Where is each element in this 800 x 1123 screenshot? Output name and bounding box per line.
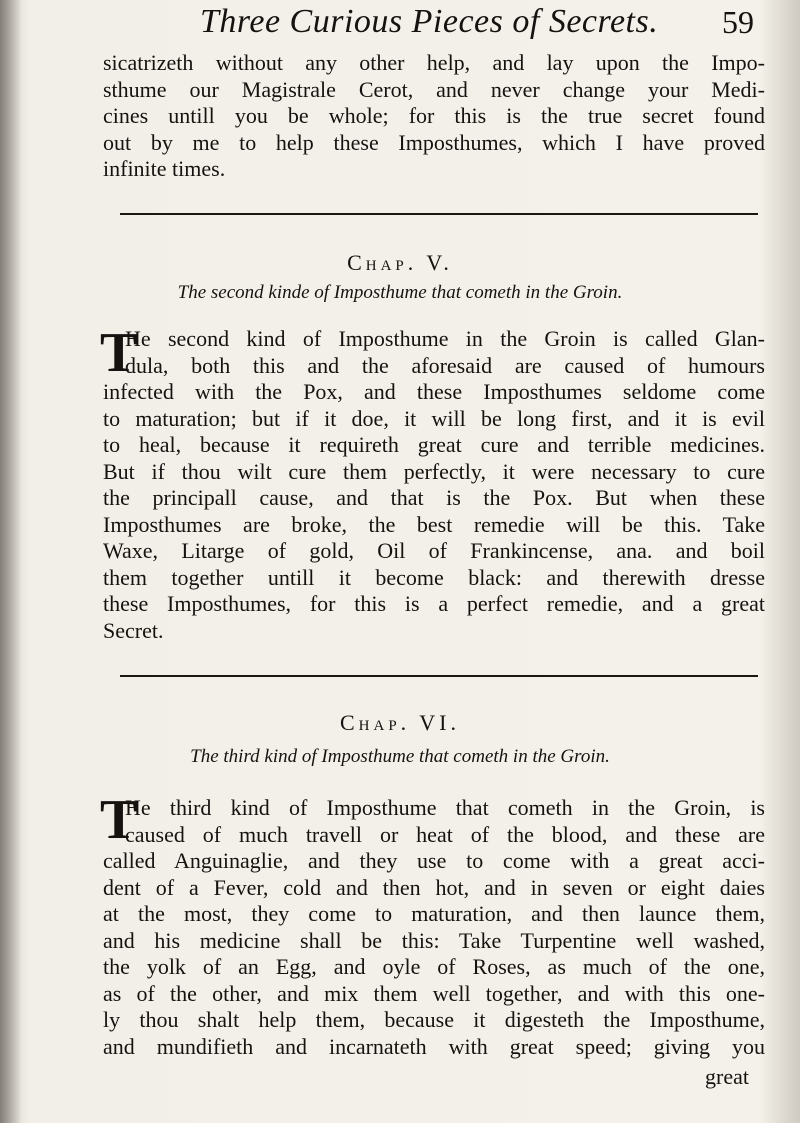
text-line: to maturation; but if it doe, it will be long first, and it is evil — [103, 405, 765, 431]
text-line: But if thou wilt cure them perfectly, it were necessary to cure — [103, 458, 765, 484]
text-line: and mundifieth and incarnateth with great speed; giving you — [103, 1033, 765, 1059]
page-number: 59 — [722, 4, 754, 40]
text-line: He third kind of Imposthume that cometh in the Groin, is — [125, 795, 765, 820]
text-line: He second kind of Imposthume in the Groin is called Glan- — [125, 326, 765, 351]
text-line: called Anguinaglie, and they use to come with a great acci- — [103, 848, 765, 873]
chapter-heading: Chap. VI. — [340, 710, 460, 735]
text-line: the yolk of an Egg, and oyle of Roses, as much of the one, — [103, 954, 765, 979]
chapter-subtitle: The third kind of Imposthume that cometh in the Groin. — [190, 746, 610, 767]
text-line: and his medicine shall be this: Take Turpentine well washed, — [103, 927, 765, 953]
catchword: great — [705, 1064, 749, 1089]
text-line: sthume our Magistrale Cerot, and never change your Medi- — [103, 76, 765, 102]
text-line: ly thou shalt help them, because it digesteth the Imposthume, — [103, 1007, 765, 1032]
text-line: infected with the Pox, and these Imposthumes seldome come — [103, 379, 765, 404]
section-rule — [120, 675, 758, 677]
gutter-shadow — [0, 0, 22, 1123]
text-line: at the most, they come to maturation, and then launce them, — [103, 901, 765, 926]
text-line: them together untill it become black: and therewith dresse — [103, 564, 765, 590]
chapter-subtitle: The second kinde of Imposthume that cometh in the Groin. — [177, 282, 623, 303]
chapter6-paragraph — [103, 795, 765, 1060]
text-line: as of the other, and mix them well together, and with this one- — [103, 980, 765, 1006]
text-line: the principall cause, and that is the Pox. But when these — [103, 485, 765, 510]
drop-capital: T — [100, 322, 138, 384]
text-line: infinite times. — [103, 156, 226, 181]
text-line: sicatrizeth without any other help, and lay upon the Impo- — [103, 50, 765, 75]
chapter5-paragraph — [103, 326, 765, 644]
running-title: Three Curious Pieces of Secrets. — [200, 3, 659, 40]
chapter-heading: Chap. V. — [347, 250, 453, 275]
text-line: dula, both this and the aforesaid are caused of humours — [125, 352, 765, 378]
drop-capital: T — [100, 789, 138, 851]
text-line: to heal, because it requireth great cure and terrible medicines. — [103, 432, 765, 457]
text-line: these Imposthumes, for this is a perfect remedie, and a great — [103, 591, 765, 616]
text-line: Waxe, Litarge of gold, Oil of Frankincense, ana. and boil — [103, 538, 765, 563]
text-line: dent of a Fever, cold and then hot, and in seven or eight daies — [103, 874, 765, 900]
text-line: caused of much travell or heat of the blood, and these are — [125, 821, 765, 847]
text-line: Imposthumes are broke, the best remedie will be this. Take — [103, 511, 765, 537]
continuation-paragraph — [103, 50, 765, 183]
text-line: out by me to help these Imposthumes, which I have proved — [103, 129, 765, 155]
text-line: Secret. — [103, 617, 164, 643]
section-rule — [120, 213, 758, 215]
text-line: cines untill you be whole; for this is the true secret found — [103, 103, 765, 128]
